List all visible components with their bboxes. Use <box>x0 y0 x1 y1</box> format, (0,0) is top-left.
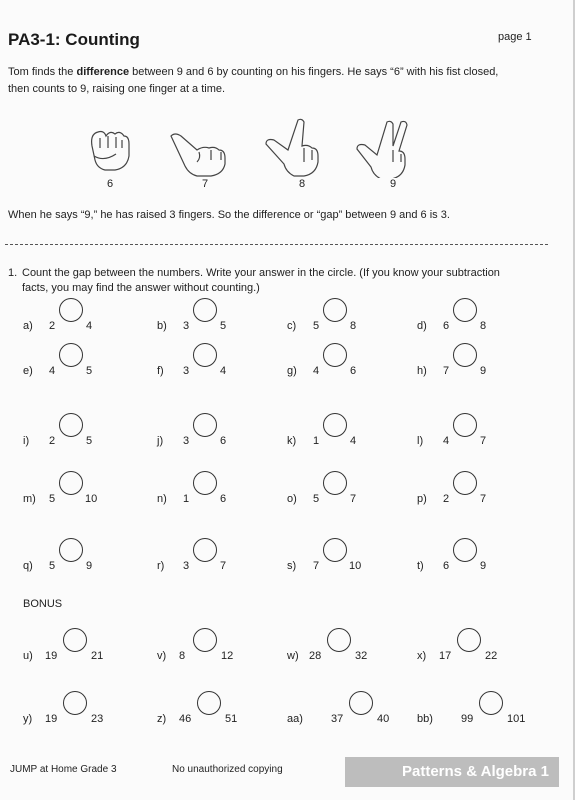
answer-circle[interactable] <box>453 471 477 495</box>
first-number: 7 <box>443 365 450 377</box>
problem-item <box>23 298 143 338</box>
first-number: 5 <box>313 320 320 332</box>
second-number: 12 <box>221 650 234 662</box>
answer-circle[interactable] <box>63 691 87 715</box>
problem-label: n) <box>157 493 167 505</box>
first-number: 4 <box>49 365 56 377</box>
answer-circle[interactable] <box>193 343 217 367</box>
problem-item <box>287 413 407 453</box>
problem-label: p) <box>417 493 427 505</box>
second-number: 5 <box>86 435 93 447</box>
answer-circle[interactable] <box>323 413 347 437</box>
problem-item <box>23 343 143 383</box>
first-number: 17 <box>439 650 452 662</box>
answer-circle[interactable] <box>59 343 83 367</box>
problem-item <box>417 628 537 668</box>
answer-circle[interactable] <box>193 538 217 562</box>
second-number: 5 <box>86 365 93 377</box>
problem-label: e) <box>23 365 33 377</box>
answer-circle[interactable] <box>193 628 217 652</box>
problem-label: z) <box>157 713 167 725</box>
answer-circle[interactable] <box>323 471 347 495</box>
answer-circle[interactable] <box>193 471 217 495</box>
second-number: 101 <box>507 713 526 725</box>
problem-item <box>417 538 537 578</box>
problem-item <box>287 628 407 668</box>
two-finger-hand-icon <box>262 118 342 198</box>
problem-item <box>23 628 143 668</box>
problem-label: a) <box>23 320 33 332</box>
first-number: 19 <box>45 713 58 725</box>
hand-label: 6 <box>106 178 114 190</box>
second-number: 6 <box>220 435 227 447</box>
second-number: 40 <box>377 713 390 725</box>
problem-label: l) <box>417 435 424 447</box>
answer-circle[interactable] <box>453 413 477 437</box>
dashed-divider <box>5 244 548 245</box>
second-number: 10 <box>349 560 362 572</box>
second-number: 9 <box>480 365 487 377</box>
problem-label: b) <box>157 320 167 332</box>
question-number: 1. <box>8 267 18 279</box>
intro-text-1: Tom finds the <box>8 66 77 78</box>
problem-label: aa) <box>287 713 303 725</box>
problem-label: g) <box>287 365 297 377</box>
problem-label: u) <box>23 650 33 662</box>
problem-item <box>157 413 277 453</box>
bonus-heading: BONUS <box>23 598 63 610</box>
question-text-line-2: facts, you may find the answer without counting.) <box>22 282 260 294</box>
second-number: 7 <box>480 435 487 447</box>
answer-circle[interactable] <box>453 298 477 322</box>
answer-circle[interactable] <box>193 298 217 322</box>
three-finger-hand-icon <box>353 118 433 198</box>
second-number: 9 <box>480 560 487 572</box>
second-number: 7 <box>350 493 357 505</box>
problem-label: w) <box>287 650 299 662</box>
problem-label: q) <box>23 560 33 572</box>
second-number: 9 <box>86 560 93 572</box>
first-number: 6 <box>443 320 450 332</box>
first-number: 4 <box>313 365 320 377</box>
problem-item <box>287 471 407 511</box>
problem-label: o) <box>287 493 297 505</box>
first-number: 3 <box>183 435 190 447</box>
problem-item <box>23 691 143 731</box>
page-title: PA3-1: Counting <box>8 30 140 49</box>
second-number: 8 <box>350 320 357 332</box>
footer-section-label: Patterns & Algebra 1 <box>345 757 559 787</box>
page-number: page 1 <box>498 31 532 43</box>
summary-text: When he says “9,” he has raised 3 fingers. So the difference or “gap” between 9 and 6 is 3. <box>8 209 450 221</box>
hand-label: 7 <box>201 178 209 190</box>
problem-item <box>417 691 537 731</box>
problem-item <box>157 298 277 338</box>
first-number: 4 <box>443 435 450 447</box>
second-number: 4 <box>220 365 227 377</box>
question-text-line-1: Count the gap between the numbers. Write your answer in the circle. (If you know your subtraction <box>22 267 500 279</box>
first-number: 1 <box>313 435 320 447</box>
problem-item <box>287 343 407 383</box>
problem-label: f) <box>157 365 164 377</box>
answer-circle[interactable] <box>453 538 477 562</box>
problem-label: c) <box>287 320 297 332</box>
answer-circle[interactable] <box>59 538 83 562</box>
intro-text-2: between 9 and 6 by counting on his fingers. He says “6” with his fist closed, <box>129 66 499 78</box>
second-number: 8 <box>480 320 487 332</box>
first-number: 28 <box>309 650 322 662</box>
second-number: 21 <box>91 650 104 662</box>
second-number: 4 <box>86 320 93 332</box>
first-number: 19 <box>45 650 58 662</box>
answer-circle[interactable] <box>323 298 347 322</box>
answer-circle[interactable] <box>197 691 221 715</box>
hand-label: 8 <box>298 178 306 190</box>
footer-copyright: No unauthorized copying <box>172 764 283 775</box>
problem-item <box>417 343 537 383</box>
first-number: 2 <box>49 435 56 447</box>
question-1-instructions <box>8 266 553 296</box>
problem-label: i) <box>23 435 30 447</box>
problem-item <box>157 471 277 511</box>
intro-paragraph <box>8 64 563 98</box>
first-number: 5 <box>49 493 56 505</box>
problem-item <box>23 413 143 453</box>
second-number: 7 <box>220 560 227 572</box>
first-number: 3 <box>183 560 190 572</box>
first-number: 5 <box>49 560 56 572</box>
problem-label: k) <box>287 435 297 447</box>
problem-item <box>157 628 277 668</box>
problem-item <box>23 538 143 578</box>
second-number: 4 <box>350 435 357 447</box>
answer-circle[interactable] <box>193 413 217 437</box>
second-number: 7 <box>480 493 487 505</box>
problem-item <box>157 691 277 731</box>
problem-label: y) <box>23 713 33 725</box>
problem-label: x) <box>417 650 427 662</box>
first-number: 3 <box>183 320 190 332</box>
problem-label: bb) <box>417 713 433 725</box>
first-number: 2 <box>443 493 450 505</box>
first-number: 3 <box>183 365 190 377</box>
second-number: 6 <box>350 365 357 377</box>
fist-hand-icon <box>70 118 150 198</box>
problem-item <box>417 471 537 511</box>
one-finger-hand-icon <box>165 118 245 198</box>
problem-item <box>287 538 407 578</box>
second-number: 6 <box>220 493 227 505</box>
first-number: 5 <box>313 493 320 505</box>
problem-label: s) <box>287 560 297 572</box>
problem-label: j) <box>157 435 164 447</box>
problem-label: h) <box>417 365 427 377</box>
problem-item <box>23 471 143 511</box>
first-number: 6 <box>443 560 450 572</box>
problem-item <box>417 413 537 453</box>
first-number: 7 <box>313 560 320 572</box>
intro-bold-word: difference <box>76 66 130 78</box>
finger-counting-illustration <box>0 118 575 198</box>
answer-circle[interactable] <box>323 343 347 367</box>
problem-item <box>157 538 277 578</box>
problem-item <box>417 298 537 338</box>
answer-circle[interactable] <box>349 691 373 715</box>
answer-circle[interactable] <box>323 538 347 562</box>
intro-text-3: then counts to 9, raising one finger at a time. <box>8 83 226 95</box>
first-number: 1 <box>183 493 190 505</box>
problem-label: t) <box>417 560 424 572</box>
second-number: 10 <box>85 493 98 505</box>
problem-label: v) <box>157 650 167 662</box>
first-number: 8 <box>179 650 186 662</box>
first-number: 37 <box>331 713 344 725</box>
footer-book-title: JUMP at Home Grade 3 <box>10 764 117 775</box>
problem-item <box>157 343 277 383</box>
problem-item <box>287 691 407 731</box>
answer-circle[interactable] <box>457 628 481 652</box>
answer-circle[interactable] <box>59 471 83 495</box>
first-number: 2 <box>49 320 56 332</box>
first-number: 99 <box>461 713 474 725</box>
second-number: 51 <box>225 713 238 725</box>
answer-circle[interactable] <box>479 691 503 715</box>
problem-label: m) <box>23 493 36 505</box>
answer-circle[interactable] <box>327 628 351 652</box>
problem-item <box>287 298 407 338</box>
answer-circle[interactable] <box>63 628 87 652</box>
hand-label: 9 <box>389 178 397 190</box>
answer-circle[interactable] <box>453 343 477 367</box>
first-number: 46 <box>179 713 192 725</box>
second-number: 22 <box>485 650 498 662</box>
second-number: 5 <box>220 320 227 332</box>
answer-circle[interactable] <box>59 298 83 322</box>
answer-circle[interactable] <box>59 413 83 437</box>
second-number: 32 <box>355 650 368 662</box>
second-number: 23 <box>91 713 104 725</box>
problem-label: d) <box>417 320 427 332</box>
problem-label: r) <box>157 560 165 572</box>
